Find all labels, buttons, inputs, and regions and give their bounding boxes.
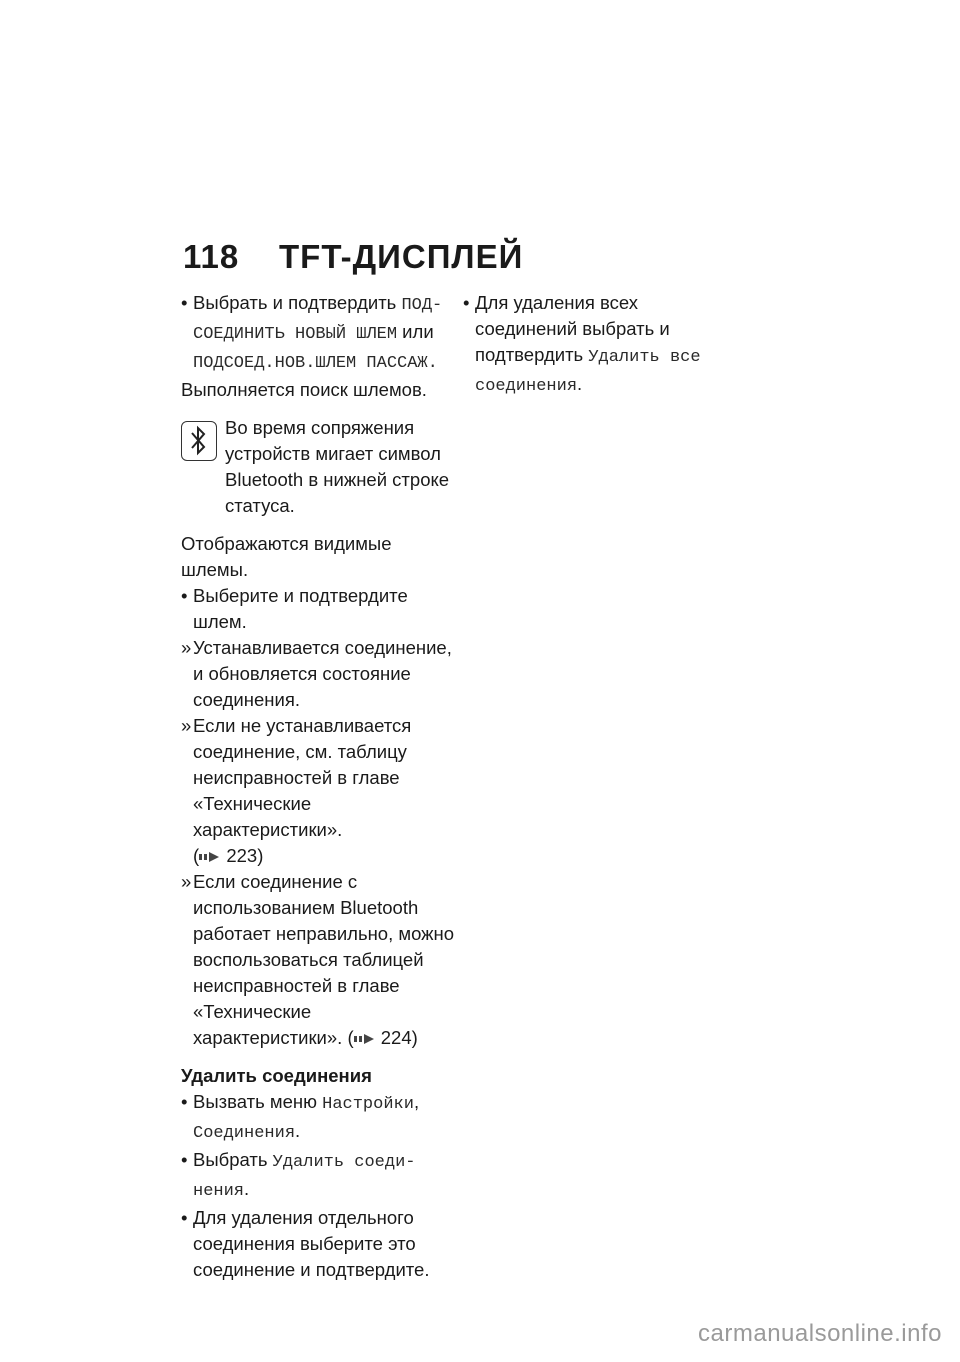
bullet-icon: • xyxy=(463,292,470,313)
bullet-icon: • xyxy=(181,1149,188,1170)
list-item: • Для удаления всех соединений выбрать и подтвердить Удалить все соединения. xyxy=(463,292,701,396)
list-item: • Выберите и подтвердите шлем. xyxy=(181,585,408,632)
page-header xyxy=(183,238,523,276)
bullet-icon: • xyxy=(181,1091,188,1112)
bluetooth-icon xyxy=(181,421,217,461)
bullet-icon: • xyxy=(181,292,188,313)
arrow-right-icon xyxy=(199,850,221,864)
section-heading: Удалить соединения xyxy=(181,1065,372,1086)
arrow-right-icon xyxy=(354,1032,376,1046)
page-number: 118 xyxy=(183,238,240,275)
bullet-icon: • xyxy=(181,1207,188,1228)
paragraph: Отображаются видимые шлемы. xyxy=(181,533,392,580)
result-mark-icon: » xyxy=(181,715,192,736)
list-item: • Для удаления отдельного соединения выберите это соединение и подтвердите. xyxy=(181,1207,430,1280)
page-reference[interactable]: 223 xyxy=(226,845,258,866)
page-reference[interactable]: 224 xyxy=(380,1027,412,1048)
paragraph: Выполняется поиск шлемов. xyxy=(181,379,427,400)
right-column xyxy=(463,290,743,400)
result-mark-icon: » xyxy=(181,637,192,658)
list-item: • Выбрать и подтвердить ПОД-СОЕДИНИТЬ НОВЫЙ ШЛЕМ или ПОДСОЕД.НОВ.ШЛЕМ ПАССАЖ. xyxy=(181,292,443,373)
result-item: » Устанавливается соединение, и обновляется состояние соединения. xyxy=(181,637,452,710)
watermark: carmanualsonline.info xyxy=(698,1320,942,1347)
bullet-icon: • xyxy=(181,585,188,606)
bluetooth-note: Во время сопряжения устройств мигает символ Bluetooth в нижней строке статуса. xyxy=(181,415,456,519)
list-item: • Выбрать Удалить соеди-нения. xyxy=(181,1149,416,1201)
result-mark-icon: » xyxy=(181,871,192,892)
list-item: • Вызвать меню Настройки, Соединения. xyxy=(181,1091,420,1143)
left-column xyxy=(181,290,456,1283)
result-item: » Если соединение с использованием Bluetooth работает неправильно, можно воспользоваться таблицей неисправностей в главе «Технические характеристики». ( 224) xyxy=(181,871,455,1048)
result-item: » Если не устанавливается соединение, см. таблицу неисправностей в главе «Технические характеристики». ( 223) xyxy=(181,715,412,866)
chapter-title: TFT-ДИСПЛЕЙ xyxy=(279,238,524,275)
